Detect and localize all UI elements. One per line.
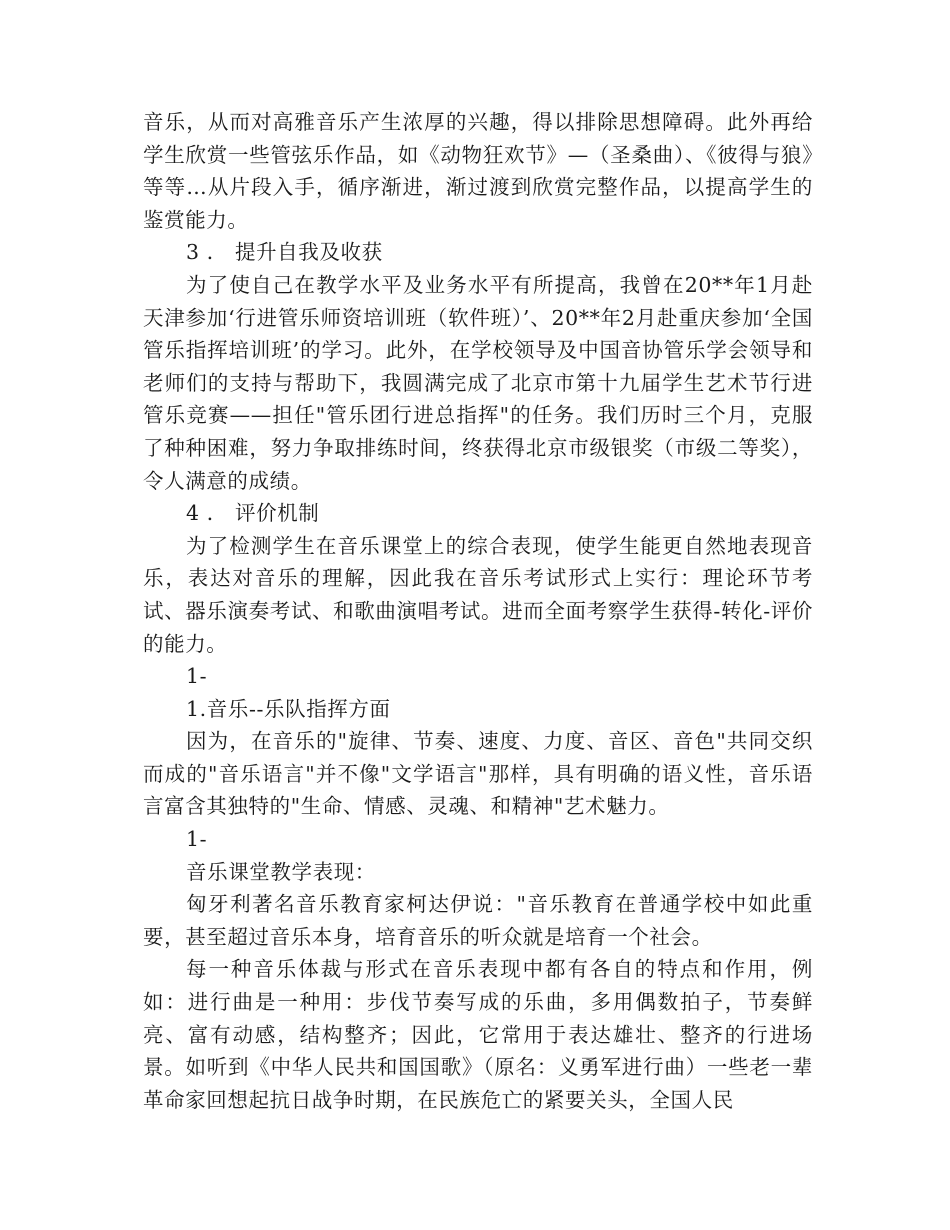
paragraph-evaluation: 为了检测学生在音乐课堂上的综合表现，使学生能更自然地表现音乐，表达对音乐的理解，因此我在音乐考试形式上实行：理论环节考试、器乐演奏考试、和歌曲演唱考试。进而全面考察学生获得-转化-评价的能力。 xyxy=(143,533,813,656)
paragraph-self-improvement: 为了使自己在教学水平及业务水平有所提高，我曾在20**年1月赴天津参加‘行进管乐师资培训班（软件班）’、20**年2月赴重庆参加‘全国管乐指挥培训班’的学习。此外，在学校领导及中国音协管乐学会领导和老师们的支持与帮助下，我圆满完成了北京市第十九届学生艺术节行进管乐竞赛——担任"管乐团行进总指挥"的任务。我们历时三个月，克服了种种困难，努力争取排练时间，终获得北京市级银奖（市级二等奖），令人满意的成绩。 xyxy=(143,272,813,493)
section-heading-3: 3 ． 提升自我及收获 xyxy=(186,240,383,265)
paragraph-intro: 音乐，从而对高雅音乐产生浓厚的兴趣，得以排除思想障碍。此外再给学生欣赏一些管弦乐作品，如《动物狂欢节》—（圣桑曲）、《彼得与狼》等等…从片段入手，循序渐进，渐过渡到欣赏完整作品，以提高学生的鉴赏能力。 xyxy=(143,110,813,232)
section-heading-4: 4 ． 评价机制 xyxy=(186,501,320,526)
section-marker: 1- xyxy=(186,827,208,852)
paragraph-music-language: 因为，在音乐的"旋律、节奏、速度、力度、音区、音色"共同交织而成的"音乐语言"并不像"文学语言"那样，具有明确的语义性，音乐语言富含其独特的"生命、情感、灵魂、和精神"艺术魅力。 xyxy=(143,729,813,819)
section-marker: 1- xyxy=(186,664,208,689)
paragraph-kodaly-quote: 匈牙利著名音乐教育家柯达伊说："音乐教育在普通学校中如此重要，甚至超过音乐本身，培育音乐的听众就是培育一个社会。 xyxy=(143,892,813,949)
subsection-heading-classroom: 音乐课堂教学表现： xyxy=(186,859,376,884)
paragraph-march-genre: 每一种音乐体裁与形式在音乐表现中都有各自的特点和作用，例如：进行曲是一种用：步伐节奏写成的乐曲，多用偶数拍子，节奏鲜亮、富有动感，结构整齐；因此，它常用于表达雄壮、整齐的行进场景。如听到《中华人民共和国国歌》（原名：义勇军进行曲）一些老一辈革命家回想起抗日战争时期，在民族危亡的紧要关头，全国人民 xyxy=(143,957,813,1112)
subsection-heading-conducting: 1.音乐--乐队指挥方面 xyxy=(186,696,391,721)
document-body xyxy=(143,106,813,1116)
